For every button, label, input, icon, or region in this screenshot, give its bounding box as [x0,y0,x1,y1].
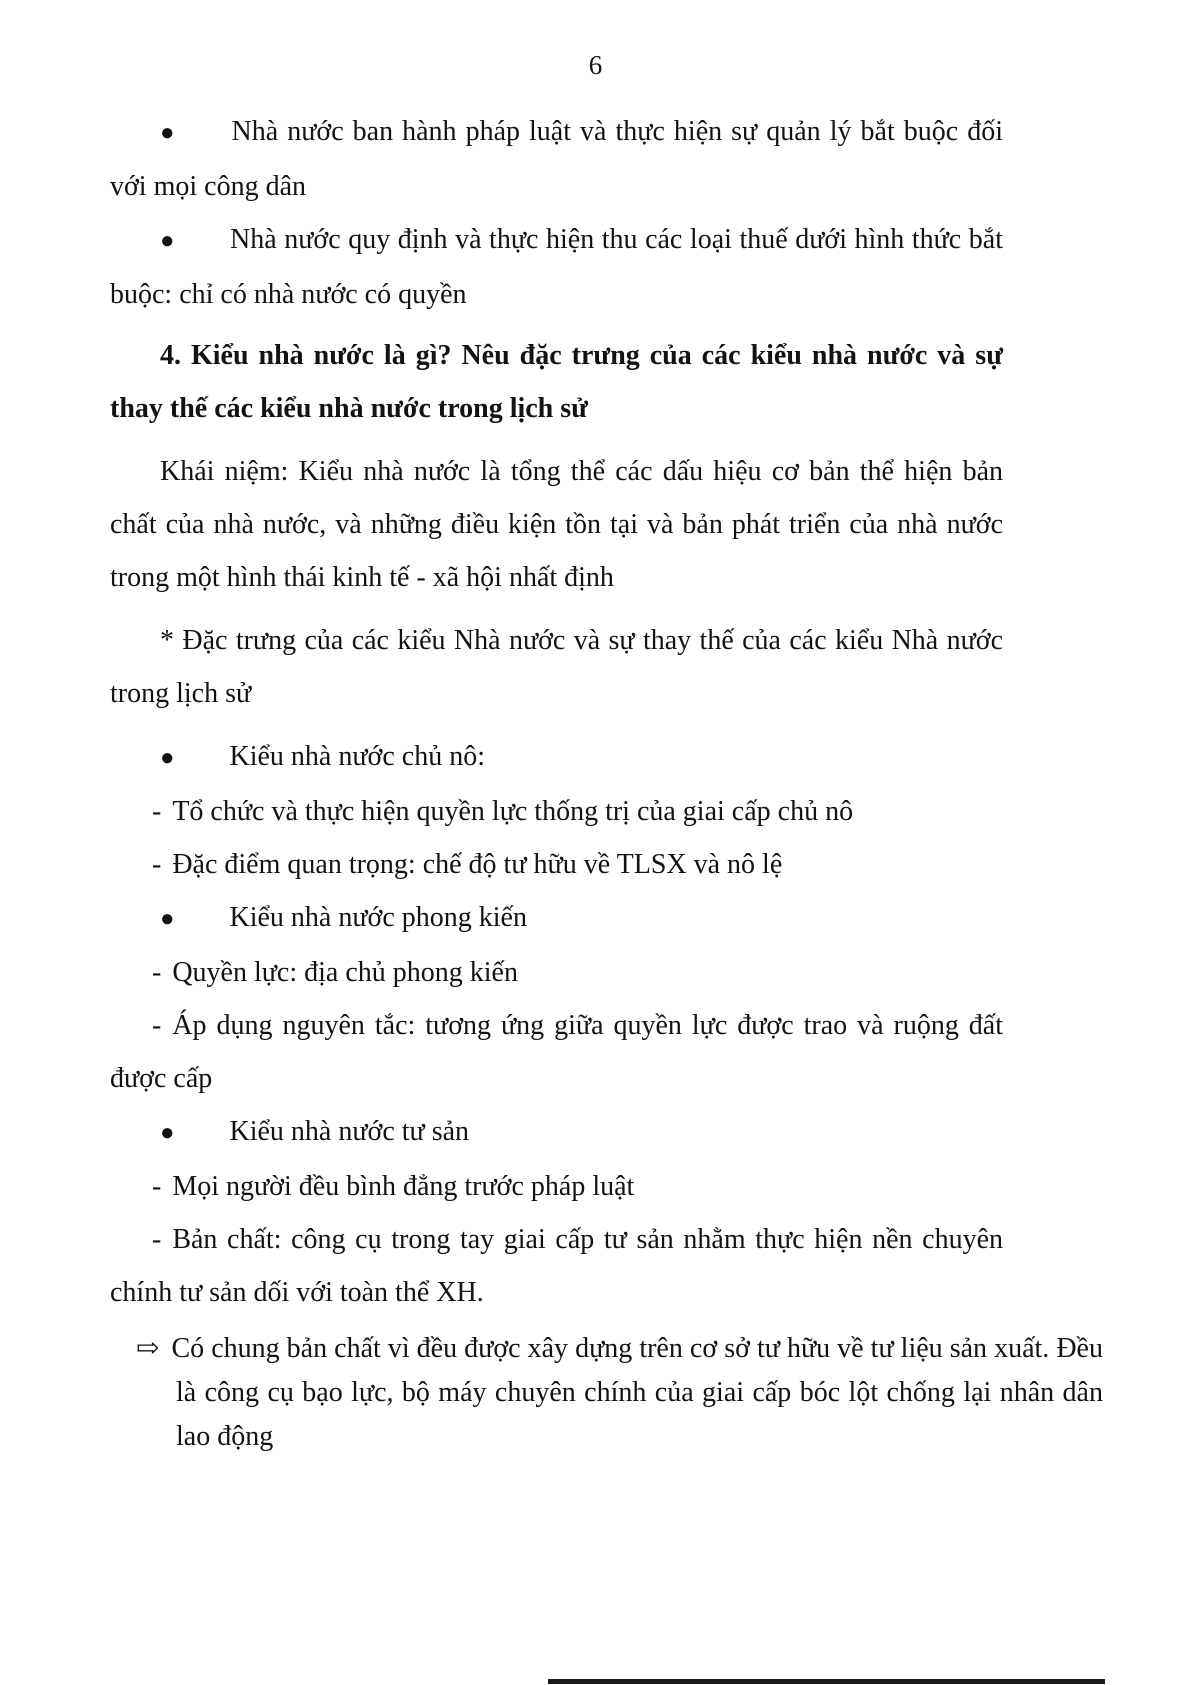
bullet-icon: ● [160,745,175,771]
section-heading [110,329,1003,435]
bullet-list-item [110,730,1003,785]
list-item-text: Tổ chức và thực hiện quyền lực thống trị của giai cấp chủ nô [172,796,854,827]
paragraph [110,445,1003,604]
page-number: 6 [588,50,603,80]
bullet-list-item [110,105,1003,213]
dash-icon: - [152,796,162,827]
paragraph-text: Khái niệm: Kiểu nhà nước là tổng thể các dấu hiệu cơ bản thể hiện bản chất của nhà nước, và những điều kiện tồn tại và bản phát triển của nhà nước trong một hình thái kinh tế - xã hội nhất định [110,456,1003,593]
list-item-text: Mọi người đều bình đẳng trước pháp luật [172,1171,635,1202]
list-item-text: Áp dụng nguyên tắc: tương ứng giữa quyền lực được trao và ruộng đất được cấp [110,1010,1003,1094]
bullet-icon: ● [160,228,176,254]
dash-list-item [110,1160,1003,1213]
list-item-text: Nhà nước quy định và thực hiện thu các loại thuế dưới hình thức bắt buộc: chỉ có nhà nước có quyền [110,224,1003,310]
arrow-icon: ⇨ [136,1333,160,1364]
list-item-text: Kiểu nhà nước phong kiến [229,902,527,933]
paragraph [110,614,1003,720]
dash-icon: - [152,957,162,988]
dash-icon: - [152,1010,162,1041]
paragraph-text: * Đặc trưng của các kiểu Nhà nước và sự thay thế của các kiểu Nhà nước trong lịch sử [110,625,1003,709]
bullet-icon: ● [160,906,175,932]
bullet-list-item [110,1105,1003,1160]
dash-icon: - [152,849,162,880]
list-item-text: Kiểu nhà nước chủ nô: [229,741,485,772]
list-item-text: Kiểu nhà nước tư sản [229,1116,470,1147]
dash-list-item [110,999,1003,1105]
page-bottom-divider [548,1679,1105,1684]
dash-icon: - [152,1171,162,1202]
bullet-icon: ● [160,1120,175,1146]
list-item-text: Có chung bản chất vì đều được xây dựng trên cơ sở tư hữu về tư liệu sản xuất. Đều là công cụ bạo lực, bộ máy chuyên chính của giai cấp bóc lột chống lại nhân dân lao động [171,1333,1103,1452]
dash-list-item [110,946,1003,999]
list-item-text: Bản chất: công cụ trong tay giai cấp tư sản nhằm thực hiện nền chuyên chính tư sản dối với toàn thể XH. [110,1224,1003,1308]
bullet-list-item [110,213,1003,321]
dash-list-item [110,785,1003,838]
bullet-list-item [110,891,1003,946]
list-item-text: Nhà nước ban hành pháp luật và thực hiện sự quản lý bắt buộc đối với mọi công dân [110,116,1003,202]
dash-icon: - [152,1224,162,1255]
heading-text: 4. Kiểu nhà nước là gì? Nêu đặc trưng của các kiểu nhà nước và sự thay thế các kiểu nhà nước trong lịch sử [110,340,1003,424]
dash-list-item [110,838,1003,891]
list-item-text: Quyền lực: địa chủ phong kiến [172,957,518,988]
list-item-text: Đặc điểm quan trọng: chế độ tư hữu về TLSX và nô lệ [172,849,783,880]
document-body [0,79,1191,1459]
bullet-icon: ● [160,120,177,146]
dash-list-item [110,1213,1003,1319]
arrow-list-item [110,1327,1103,1459]
